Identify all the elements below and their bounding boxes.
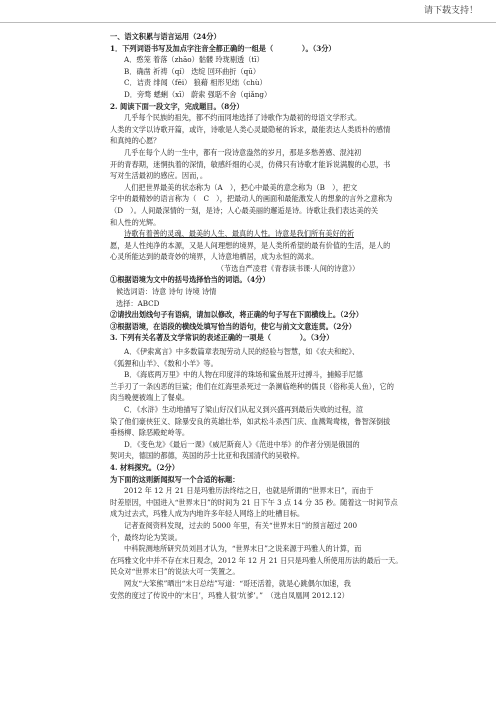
q4-para3-line: 民众对“世界末日”的说法大可一笑置之。: [110, 567, 240, 577]
q1-option-c: C．诘责 绯闻（fēi） 狼藉 相形见绌（chù）: [124, 78, 267, 88]
q4-para4-line: 网友“大笨熊”晒出“末日总结”写道：“哥还活着，就是心跳偶尔加速，我: [124, 578, 351, 588]
q3-option-d-line: 契诃夫，德国的都德，英国的莎士比亚和我国清代的吴敬梓。: [110, 451, 305, 461]
q2-para4-line: 愿，是人性纯净的本源，又是人间理想的境界，是人类所希望的最有价值的生活，是人的: [110, 240, 391, 250]
section-title: 一、语文积累与语言运用（24分）: [110, 32, 221, 41]
q3-option-a-line: 《狐狸和山羊》、《数和小羊》等。: [110, 358, 218, 368]
q1-option-b: B．确凿 祈祷（qí） 迭绽 回环曲折（qū）: [124, 66, 261, 76]
q3-option-c-line: 垂杨柳、除恶殿蛇岭等。: [110, 428, 190, 438]
q4-para4-line: 安然的度过了传说中的‘末日’，玛雅人很‘坑爹’。” （选自凤凰网 2012.12）: [110, 590, 349, 600]
q2-sub2: ②请找出划线句子有语病，请加以修改，将正确的句子写在下面横线上。（2分）: [110, 310, 363, 320]
q4-lead: 为下面的这则新闻拟写一个合适的标题：: [110, 474, 240, 484]
q4-para1-line: 2012 年 12 月 21 日是玛雅历法终结之日，也就是所谓的“世界末日”，而由于: [124, 486, 374, 496]
q3-option-b-line: 肉当晚便被端上了餐桌。: [110, 393, 190, 403]
q4-para1-line: 时差原因，中国进入“世界末日”的时间为 21 日下午 3 点 14 分 35 秒。随着这一时间节点: [110, 497, 398, 507]
q2-para3-line: 和人性的光辉。: [110, 217, 161, 227]
header-download-note: 请下载支持！: [423, 6, 478, 16]
q2-para1-line: 人类的文学以诗歌开篇，或许，诗歌是人类心灵最隐秘的诉求，最能表达人类质朴的感情: [110, 124, 391, 134]
underlined-sentence: 诗歌有着善的灵魂、最美的人生、最真的人性。诗意是我们所有美好的祈: [124, 229, 355, 239]
header-divider: [0, 22, 496, 23]
q2-source: （节选自严凌君《青春读书课·人间的诗意》）: [216, 263, 360, 273]
q2-para3-line: 人们把世界最美的状态称为（A ），把心中最美的意念称为（B ），把文: [124, 182, 358, 192]
q3-option-a-line: A．《伊索寓言》中多数篇章表现劳动人民的经验与智慧，如《农夫和蛇》、: [124, 347, 360, 357]
q1-option-a: A．憨笼 着落（zhāo）骷髅 玲珑剔透（tī）: [124, 55, 264, 65]
q2-para4-line: 心灵所能达到的最奇妙的境界，人诗意地栖居，成为永恒的渴求。: [110, 252, 319, 262]
q2-para4-line-underlined: [110, 228, 466, 240]
q3-option-c-line: 染了他们豪侠狂义、除暴安良的英雄壮举，如武松斗杀西门庆、血溅鸳鸯楼，鲁智深倒拔: [110, 416, 391, 426]
q1-option-d: D．旁骛 蟋蜊（xī） 蔚索 强聒不舍（qiǎng）: [124, 89, 272, 99]
q4-para3-line: 中科院测地所研究员刘昌才认为，“世界末日”之说来源于玛雅人的计算，而: [124, 544, 362, 554]
q4-para2-line: 记者查阅资料发现，过去的 5000 年里，有关“世界末日”的预言超过 200: [124, 520, 358, 530]
q2-para3-line: 字中的最精妙的语言称为（ C ），把最动人的画面和最能激发人的想象的言外之意称为: [110, 194, 393, 204]
q3-option-b-line: B．《海底两万里》中的人物在印度洋的珠场和鲨鱼展开过搏斗，捕鲸手尼德: [124, 370, 363, 380]
q3-option-c-line: C．《水浒》生动地描写了梁山好汉们从起义到兴盛再到最后失败的过程，渲: [124, 405, 364, 414]
q4-title: 4. 材料探究。（2分）: [110, 462, 179, 472]
q2-sub3: ③根据语境，在语段的横线处填写恰当的语句，使它与前文文意连贯。（2分）: [110, 321, 356, 331]
exam-content: [110, 31, 466, 601]
q2-para1-line: 和真纯的心愿？: [110, 136, 161, 146]
q2-para3-line: （D ）。人间最深情的一刻，是诗；人心最美丽的邂逅是诗。诗歌让我们表达美的关: [110, 205, 379, 215]
q2-choice: 选择：ABCD: [116, 298, 160, 308]
q2-candidates: 候选词语：诗意 诗句 诗境 诗情: [116, 287, 217, 297]
q4-para3-line: 在玛雅文化中并不存在末日观念，2012 年 12 月 21 日只是玛雅人所使用历法的最后一天。: [110, 555, 403, 565]
q2-sub1: ①根据语境为文中的括号选择恰当的词语。（4分）: [110, 275, 270, 285]
q2-para2-line: 写对生活最初的感应。因而，。: [110, 171, 208, 181]
q4-para2-line: 个，最终均论为笑谈。: [110, 532, 182, 542]
q3-option-b-line: 兰手刃了一条凶恶的巨鲨；他们在红海里杀死过一条濒临绝种的儒艮（俗称美人鱼），它的: [110, 381, 394, 391]
q2-para2-line: 几乎在每个人的一生中，都有一段诗意盎然的岁月，那是多愁善感、混沌初: [124, 147, 362, 157]
q2-para1-line: 几乎每个民族的祖先，都不约而同地选择了诗歌作为最初的母语文学形式。: [124, 113, 362, 123]
q4-para1-line: 成为过去式，玛雅人成为内地许多年轻人网络上的吐槽目标。: [110, 509, 305, 519]
q2-title: 2. 阅读下面一段文字，完成题目。（8分）: [110, 101, 244, 111]
q1-title: 1．下列词语书写及加点字注音全都正确的一组是（ ）。（3分）: [110, 43, 336, 53]
q3-option-d-line: D．《变色龙》《最后一课》《威尼斯商人》《范进中举》的作者分别是俄国的: [124, 439, 360, 449]
q3-title: 3. 下列有关名著及文学常识的表述正确的一项是（ ）。（3分）: [110, 333, 334, 343]
q2-para2-line: 开的青春期，迷惘执着的深情，敏感纤细的心灵，仿佛只有诗歌才能诉说满腹的心思，书: [110, 159, 391, 169]
